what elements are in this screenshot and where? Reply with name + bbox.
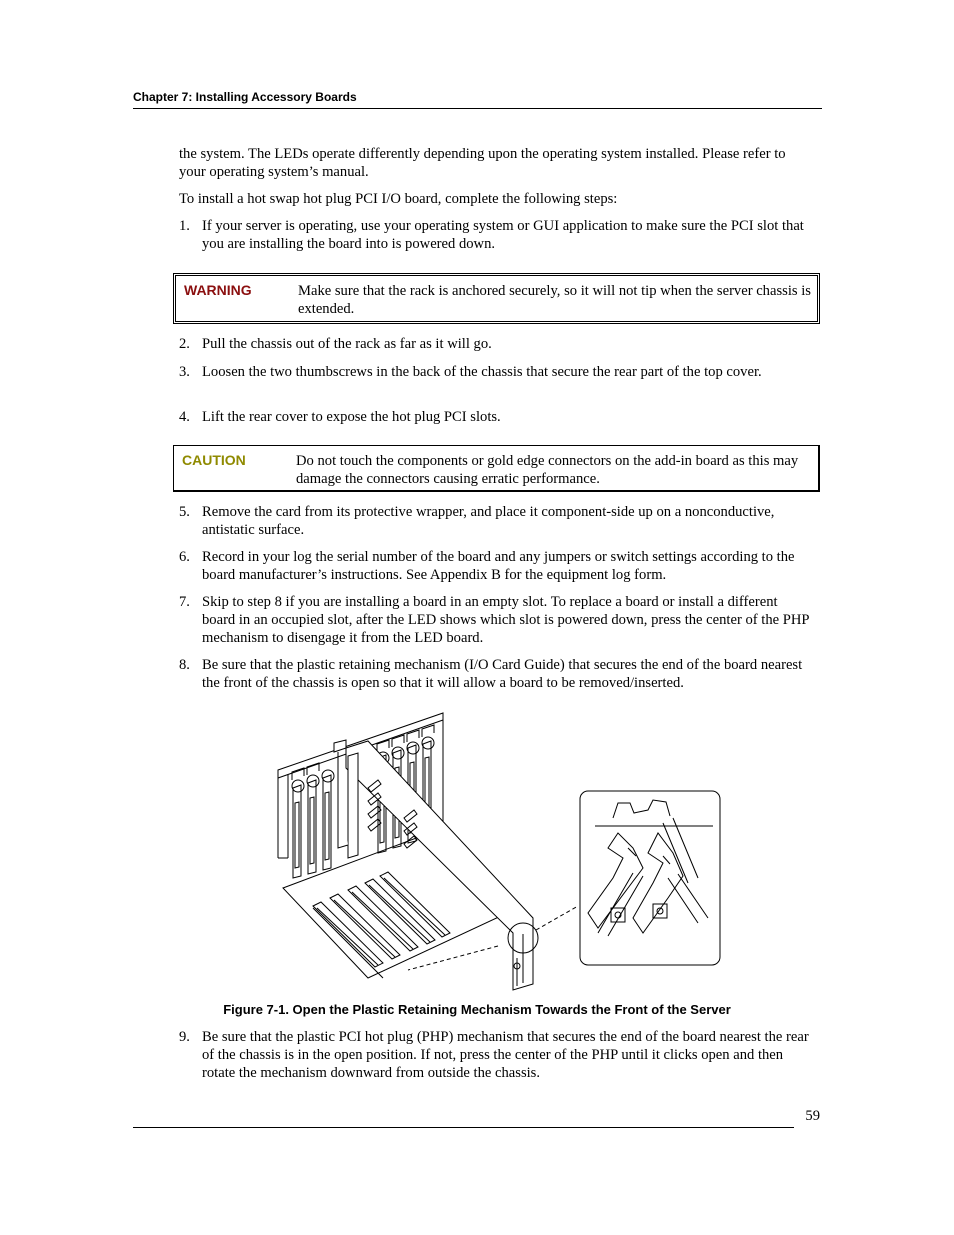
step-text: Lift the rear cover to expose the hot plug PCI slots. <box>202 409 501 425</box>
step-4 <box>179 408 809 426</box>
pci-board-installation-illustration <box>268 708 728 994</box>
step-text: Pull the chassis out of the rack as far as it will go. <box>202 336 492 352</box>
step-number: 7. <box>179 594 190 610</box>
caution-text: Do not touch the components or gold edge connectors on the add-in board as this may damage the connectors causing erratic performance. <box>296 453 799 487</box>
step-text: Loosen the two thumbscrews in the back of the chassis that secure the rear part of the top cover. <box>202 364 762 380</box>
step-text: If your server is operating, use your operating system or GUI application to make sure the PCI slot that you are installing the board into is powered down. <box>202 218 804 252</box>
step-text: Be sure that the plastic PCI hot plug (PHP) mechanism that secures the end of the board nearest the rear of the chassis is in the open position. If not, press the center of the PHP until it clicks open and then rotate the mechanism downward from outside the chassis. <box>202 1029 809 1081</box>
step-8 <box>179 656 809 692</box>
step-number: 6. <box>179 549 190 565</box>
step-number: 4. <box>179 409 190 425</box>
card-guide-detail-inset <box>580 791 720 965</box>
card-guide-callout <box>408 906 578 986</box>
intro-steps-paragraph: To install a hot swap hot plug PCI I/O board, complete the following steps: <box>179 191 618 207</box>
step-number: 8. <box>179 657 190 673</box>
step-3 <box>179 363 809 381</box>
figure-caption: Figure 7-1. Open the Plastic Retaining Mechanism Towards the Front of the Server <box>223 1002 731 1017</box>
step-text: Be sure that the plastic retaining mechanism (I/O Card Guide) that secures the end of the board nearest the front of the chassis is open so that it will allow a board to be removed/inserted. <box>202 657 803 691</box>
pci-slot-connectors <box>313 872 450 967</box>
step-9 <box>179 1028 809 1082</box>
footer-divider <box>133 1127 794 1128</box>
warning-box <box>173 273 820 324</box>
step-number: 2. <box>179 336 190 352</box>
step-text: Record in your log the serial number of the board and any jumpers or switch settings according to the board manufacturer’s instructions. See Appendix B for the equipment log form. <box>202 549 795 583</box>
step-number: 9. <box>179 1029 190 1045</box>
header-divider <box>133 108 822 109</box>
step-text: Skip to step 8 if you are installing a board in an empty slot. To replace a board or install a different board in an occupied slot, after the LED shows which slot is powered down, press the center of the PHP mechanism to disengage it from the LED board. <box>202 594 809 646</box>
step-text: Remove the card from its protective wrapper, and place it component-side up on a nonconductive, antistatic surface. <box>202 504 775 538</box>
step-2 <box>179 335 809 353</box>
chapter-header: Chapter 7: Installing Accessory Boards <box>133 90 357 104</box>
pci-add-in-card <box>334 740 533 990</box>
step-number: 3. <box>179 364 190 380</box>
step-1 <box>179 217 809 253</box>
page-number: 59 <box>805 1108 820 1124</box>
step-number: 5. <box>179 504 190 520</box>
step-6 <box>179 548 809 584</box>
warning-text: Make sure that the rack is anchored securely, so it will not tip when the server chassis is extended. <box>298 283 811 317</box>
warning-label: WARNING <box>184 282 252 298</box>
step-7 <box>179 593 809 647</box>
caution-box <box>173 445 820 492</box>
step-5 <box>179 503 809 539</box>
intro-continued-paragraph: the system. The LEDs operate differently depending upon the operating system installed. Please refer to your operating system’s manual. <box>179 146 786 180</box>
step-number: 1. <box>179 218 190 234</box>
caution-label: CAUTION <box>182 452 246 468</box>
